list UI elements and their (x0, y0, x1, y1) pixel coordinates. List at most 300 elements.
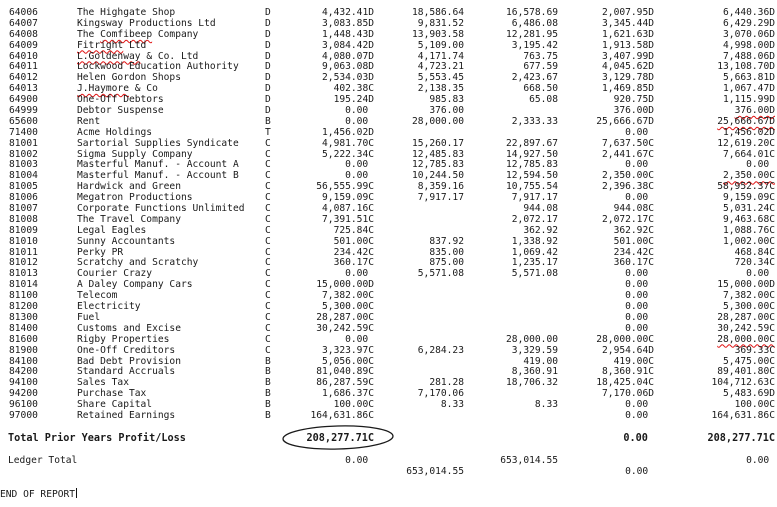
amount-c2: 8.33 (440, 399, 464, 411)
amount-c1: 5,222.34C (322, 148, 374, 160)
amount-c1: 0.00 (345, 170, 374, 182)
account-type: B (265, 377, 271, 389)
amount-c1: 3,084.42D (322, 39, 374, 51)
amount-c1: 9,159.09C (322, 192, 374, 204)
amount-c4: 2,350.00C (602, 170, 654, 182)
amount-c1: 501.00C (333, 235, 374, 247)
amount-c4: 0.00 (625, 311, 654, 323)
account-type: D (265, 7, 271, 18)
amount-c3: 1,235.17 (511, 257, 558, 269)
amount-c1: 7,391.51C (322, 213, 374, 225)
squiggle-underlined-amount: 25,666.67D (717, 115, 775, 127)
account-type: B (265, 399, 271, 411)
amount-c4: 501.00C (613, 235, 654, 247)
amount-c1: 5,056.00C (322, 355, 374, 367)
amount-c2: 4,723.21 (417, 61, 464, 73)
amount-c4: 2,072.17C (602, 213, 654, 225)
amount-c5: 28,287.00C (717, 311, 775, 323)
account-name: Purchase Tax (77, 388, 147, 400)
account-type: B (265, 355, 271, 367)
amount-c4: 0.00 (623, 433, 654, 444)
amount-c4: 234.42C (613, 246, 654, 258)
account-type: D (265, 39, 271, 51)
total-prior-years-label: Total Prior Years Profit/Loss (8, 433, 186, 444)
account-code: 81012 (9, 257, 38, 269)
amount-c5: 15,000.00D (717, 279, 775, 291)
amount-c3: 653,014.55 (500, 455, 558, 466)
amount-c5: 1,002.00C (723, 235, 775, 247)
amount-c1: 28,287.00C (316, 311, 374, 323)
account-name: Courier Crazy (77, 268, 153, 280)
amount-c2: 7,170.06 (417, 388, 464, 400)
amount-c5: 5,483.69D (723, 388, 775, 400)
amount-c5: 7,382.00C (723, 290, 775, 302)
account-name: Fitright Ltd (77, 39, 147, 51)
ledger-total-row (0, 455, 777, 466)
amount-c3: 419.00 (523, 355, 558, 367)
amount-c2: 18,586.64 (412, 7, 464, 18)
account-type: C (265, 137, 271, 149)
amount-c5: 0.00 (746, 268, 775, 280)
amount-c1: 402.38C (333, 83, 374, 95)
amount-c3: 3,329.59 (511, 344, 558, 356)
account-type: C (265, 203, 271, 215)
amount-c5: 3,070.06D (723, 28, 775, 40)
amount-c3: 668.50 (523, 83, 558, 95)
account-code: 81006 (9, 192, 38, 204)
account-code: 81011 (9, 246, 38, 258)
account-code: 64900 (9, 94, 38, 106)
total-prior-years-row (0, 433, 777, 444)
amount-c1: 0.00 (345, 105, 374, 117)
amount-c5: 6,440.36D (723, 7, 775, 18)
amount-c5: 5,663.81D (723, 72, 775, 84)
amount-c4: 0.00 (625, 409, 654, 421)
amount-c1: 15,000.00D (316, 279, 374, 291)
amount-c4: 25,666.67D (596, 115, 654, 127)
account-name: Sigma Supply Company (77, 148, 193, 160)
amount-c5: 0.00 (746, 455, 775, 466)
account-code: 97000 (9, 409, 38, 421)
amount-c4: 1,469.85D (602, 83, 654, 95)
account-code: 64013 (9, 83, 38, 95)
account-name: Perky PR (77, 246, 124, 258)
amount-c1: 164,631.86C (310, 409, 374, 421)
account-name: Sartorial Supplies Syndicate (77, 137, 239, 149)
amount-c4: 2,954.64D (602, 344, 654, 356)
account-code: 64010 (9, 50, 38, 62)
account-type: C (265, 290, 271, 302)
account-code: 81100 (9, 290, 38, 302)
account-code: 71400 (9, 126, 38, 138)
amount-c4: 3,407.99D (602, 50, 654, 62)
amount-c3: 65.08 (529, 94, 558, 106)
account-type: C (265, 235, 271, 247)
account-name: Retained Earnings (77, 409, 176, 421)
amount-c5: 58,952.37C (717, 181, 775, 193)
amount-c2: 376.00 (429, 105, 464, 117)
account-type: C (265, 344, 271, 356)
amount-c4: 419.00C (613, 355, 654, 367)
account-name: Sunny Accountants (77, 235, 176, 247)
account-type: D (265, 105, 271, 117)
account-name: Acme Holdings (77, 126, 153, 138)
amount-c5: 30,242.59C (717, 322, 775, 334)
account-type: C (265, 159, 271, 171)
account-type: D (265, 94, 271, 106)
account-code: 81900 (9, 344, 38, 356)
amount-c4: 0.00 (625, 268, 654, 280)
amount-c2: 15,260.17 (412, 137, 464, 149)
account-type: C (265, 333, 271, 345)
squiggle-underlined-amount: 2,350.00C (723, 170, 775, 182)
account-code: 81008 (9, 213, 38, 225)
ledger-total-label: Ledger Total (8, 455, 78, 466)
account-name: Lockwood Education Authority (77, 61, 239, 73)
amount-c3: 3,195.42 (511, 39, 558, 51)
amount-c1: 1,686.37C (322, 388, 374, 400)
amount-c1: 81,040.89C (316, 366, 374, 378)
amount-c5: 1,115.99D (723, 94, 775, 106)
account-name: Standard Accruals (77, 366, 176, 378)
amount-c1: 208,277.71C (306, 433, 374, 444)
amount-c2: 5,109.00 (417, 39, 464, 51)
amount-c5: 6,429.29D (723, 17, 775, 29)
amount-c1: 0.00 (345, 159, 374, 171)
amount-c3: 362.92 (523, 224, 558, 236)
account-type: C (265, 192, 271, 204)
account-code: 94100 (9, 377, 38, 389)
amount-c5: 7,664.01C (723, 148, 775, 160)
ledger-row (0, 346, 777, 357)
amount-c4: 0.00 (625, 399, 654, 411)
amount-c3: 12,281.95 (506, 28, 558, 40)
amount-c4: 3,129.78D (602, 72, 654, 84)
ledger-row (0, 237, 777, 248)
account-type: B (265, 388, 271, 400)
amount-c2: 12,785.83 (412, 159, 464, 171)
account-type: C (265, 170, 271, 182)
amount-c4: 0.00 (625, 159, 654, 171)
amount-c5 (650, 335, 775, 346)
amount-c4: 7,170.06D (602, 388, 654, 400)
squiggle-underlined-word: L.Goldenway (77, 50, 141, 62)
ledger-row (0, 106, 777, 117)
amount-c1: 195.24D (333, 94, 374, 106)
amount-c2: 12,485.83 (412, 148, 464, 160)
amount-c3: 944.08 (523, 203, 558, 215)
account-type: D (265, 17, 271, 29)
account-code: 81001 (9, 137, 38, 149)
amount-c5: 164,631.86C (711, 409, 775, 421)
amount-c1: 100.00C (333, 399, 374, 411)
account-name: The Highgate Shop (77, 7, 176, 18)
squiggle-underlined-amount: 376.00D (734, 105, 775, 117)
amount-c3: 677.59 (523, 61, 558, 73)
account-type: C (265, 322, 271, 334)
account-name: Customs and Excise (77, 322, 181, 334)
end-of-report-row (0, 488, 777, 499)
account-code: 64009 (9, 39, 38, 51)
amount-c5: 12,619.20C (717, 137, 775, 149)
amount-c3: 763.75 (523, 50, 558, 62)
amount-c4: 3,345.44D (602, 17, 654, 29)
amount-c4: 2,441.67C (602, 148, 654, 160)
amount-c4: 0.00 (625, 192, 654, 204)
amount-c1: 3,083.85D (322, 17, 374, 29)
amount-c1: 86,287.59C (316, 377, 374, 389)
amount-c4: 0.00 (625, 126, 654, 138)
account-type: C (265, 279, 271, 291)
amount-c3: 12,785.83 (506, 159, 558, 171)
account-type: C (265, 224, 271, 236)
amount-c1: 2,534.03D (322, 72, 374, 84)
squiggle-underlined-amount: 28,000.00C (717, 333, 775, 345)
account-type: C (265, 148, 271, 160)
amount-c5: 9,159.09C (723, 192, 775, 204)
amount-c4: 0.00 (625, 279, 654, 291)
account-code: 81007 (9, 203, 38, 215)
amount-c5: 89,401.80C (717, 366, 775, 378)
amount-c1: 4,432.41D (322, 7, 374, 18)
account-code: 81200 (9, 301, 38, 313)
amount-c2: 6,284.23 (417, 344, 464, 356)
account-code: 84100 (9, 355, 38, 367)
account-name: Fuel (77, 311, 101, 323)
amount-c3: 16,578.69 (506, 7, 558, 18)
amount-c5: 369.33C (734, 344, 775, 356)
amount-c5: 1,088.76C (723, 224, 775, 236)
amount-c2: 8,359.16 (417, 181, 464, 193)
amount-c1: 4,080.07D (322, 50, 374, 62)
amount-c5: 1,067.47D (723, 83, 775, 95)
ledger-row (0, 335, 777, 346)
amount-c4: 362.92C (613, 224, 654, 236)
account-type: C (265, 213, 271, 225)
amount-c4: 7,637.50C (602, 137, 654, 149)
account-name: Sales Tax (77, 377, 129, 389)
account-type: C (265, 301, 271, 313)
account-code: 81002 (9, 148, 38, 160)
amount-c5: 104,712.63C (711, 377, 775, 389)
amount-c3: 28,000.00 (506, 333, 558, 345)
amount-c5: 208,277.71C (707, 433, 775, 444)
amount-c5: 13,108.70D (717, 61, 775, 73)
amount-c1: 4,981.70C (322, 137, 374, 149)
account-code: 81005 (9, 181, 38, 193)
amount-c1: 30,242.59C (316, 322, 374, 334)
amount-c5: 4,998.00D (723, 39, 775, 51)
account-code: 64012 (9, 72, 38, 84)
account-name: Megatron Productions (77, 192, 193, 204)
amount-c3: 7,917.17 (511, 192, 558, 204)
amount-c2: 10,244.50 (412, 170, 464, 182)
account-type: D (265, 83, 271, 95)
account-name: Rent (77, 115, 101, 127)
amount-c4: 18,425.04C (596, 377, 654, 389)
amount-c4: 2,396.38C (602, 181, 654, 193)
amount-c1: 1,448.43D (322, 28, 374, 40)
amount-c4: 1,621.63D (602, 28, 654, 40)
account-name: Helen Gordon Shops (77, 72, 181, 84)
account-name: One-Off Debtors (77, 94, 164, 106)
account-name: L.Goldenway & Co. Ltd (77, 50, 199, 62)
amount-c5: 720.34C (734, 257, 775, 269)
amount-c4: 1,913.58D (602, 39, 654, 51)
amount-c2: 835.00 (429, 246, 464, 258)
ledger-row (0, 411, 777, 422)
account-name: A Daley Company Cars (77, 279, 193, 291)
amount-c4: 0.00 (625, 290, 654, 302)
amount-c5: 5,031.24C (723, 203, 775, 215)
amount-c4: 0.00 (625, 301, 654, 313)
account-code: 65600 (9, 115, 38, 127)
amount-c1: 3,323.97C (322, 344, 374, 356)
amount-c5: 100.00C (734, 399, 775, 411)
account-code: 81300 (9, 311, 38, 323)
amount-c2: 13,903.58 (412, 28, 464, 40)
account-type: C (265, 311, 271, 323)
account-name: Rigby Properties (77, 333, 170, 345)
squiggle-underlined-word: Fitright (77, 39, 124, 51)
amount-c2: 837.92 (429, 235, 464, 247)
amount-c4: 376.00D (613, 105, 654, 117)
account-name: Hardwick and Green (77, 181, 181, 193)
amount-c1: 7,382.00C (322, 290, 374, 302)
text-cursor (76, 488, 77, 498)
amount-c3: 14,927.50 (506, 148, 558, 160)
account-name: Scratchy and Scratchy (77, 257, 199, 269)
amount-c2: 985.83 (429, 94, 464, 106)
account-code: 64007 (9, 17, 38, 29)
account-name: The Travel Company (77, 213, 181, 225)
account-name: Debtor Suspense (77, 105, 164, 117)
amount-c4: 0.00 (625, 322, 654, 334)
account-type: C (265, 257, 271, 269)
amount-c2: 4,171.74 (417, 50, 464, 62)
account-code: 81004 (9, 170, 38, 182)
account-name: Masterful Manuf. - Account A (77, 159, 239, 171)
ledger-rows (0, 8, 777, 422)
account-code: 81600 (9, 333, 38, 345)
account-name: J.Haymore & Co (77, 83, 158, 95)
account-type: C (265, 181, 271, 193)
account-code: 81009 (9, 224, 38, 236)
amount-c5: 468.84C (734, 246, 775, 258)
amount-c5: 5,300.00C (723, 301, 775, 313)
account-type: D (265, 72, 271, 84)
amount-c2: 7,917.17 (417, 192, 464, 204)
amount-c5: 1,456.02D (723, 126, 775, 138)
end-of-report-text: END OF REPORT (0, 489, 76, 500)
amount-c3: 8,360.91 (511, 366, 558, 378)
ledger-row (0, 302, 777, 313)
amount-c2: 875.00 (429, 257, 464, 269)
account-type: D (265, 50, 271, 62)
account-type: B (265, 366, 271, 378)
amount-c2: 5,553.45 (417, 72, 464, 84)
amount-c4: 28,000.00C (596, 333, 654, 345)
amount-c3: 18,706.32 (506, 377, 558, 389)
account-type: C (265, 246, 271, 258)
account-code: 81014 (9, 279, 38, 291)
account-code: 81010 (9, 235, 38, 247)
account-code: 84200 (9, 366, 38, 378)
amount-c1: 0.00 (345, 455, 374, 466)
amount-c3: 2,423.67 (511, 72, 558, 84)
account-type: B (265, 409, 271, 421)
ledger-total-row-2 (0, 466, 777, 477)
account-code: 81013 (9, 268, 38, 280)
account-code: 81003 (9, 159, 38, 171)
amount-c1: 56,555.99C (316, 181, 374, 193)
account-type: T (265, 126, 271, 138)
amount-c3: 1,069.42 (511, 246, 558, 258)
amount-c2: 2,138.35 (417, 83, 464, 95)
amount-c4: 944.08C (613, 203, 654, 215)
amount-c3: 22,897.67 (506, 137, 558, 149)
amount-c2: 9,831.52 (417, 17, 464, 29)
amount-c3: 1,338.92 (511, 235, 558, 247)
account-name: One-Off Creditors (77, 344, 176, 356)
squiggle-underlined-word: Comfibeep (100, 28, 153, 40)
amount-c4: 360.17C (613, 257, 654, 269)
account-code: 64999 (9, 105, 38, 117)
account-name: The Comfibeep Company (77, 28, 199, 40)
amount-c1: 0.00 (345, 268, 374, 280)
account-name: Share Capital (77, 399, 153, 411)
amount-c4: 920.75D (613, 94, 654, 106)
amount-c1: 5,300.00C (322, 301, 374, 313)
account-name: Electricity (77, 301, 141, 313)
amount-c1: 9,063.08D (322, 61, 374, 73)
account-code: 64008 (9, 28, 38, 40)
account-type: C (265, 268, 271, 280)
amount-c1: 234.42C (333, 246, 374, 258)
account-name: Kingsway Productions Ltd (77, 17, 216, 29)
account-type: D (265, 61, 271, 73)
amount-c2: 28,000.00 (412, 115, 464, 127)
amount-c1: 360.17C (333, 257, 374, 269)
amount-c3: 10,755.54 (506, 181, 558, 193)
amount-c1: 0.00 (345, 115, 374, 127)
ledger-row (0, 139, 777, 150)
amount-c4: 0.00 (625, 466, 654, 477)
amount-c2: 5,571.08 (417, 268, 464, 280)
amount-c5: 5,475.00C (723, 355, 775, 367)
amount-c1: 725.84C (333, 224, 374, 236)
amount-c3: 12,594.50 (506, 170, 558, 182)
account-code: 64011 (9, 61, 38, 73)
amount-c3: 6,486.08 (511, 17, 558, 29)
amount-c1: 4,087.16C (322, 203, 374, 215)
amount-c3: 2,072.17 (511, 213, 558, 225)
account-code: 64006 (9, 7, 38, 18)
account-name: Masterful Manuf. - Account B (77, 170, 239, 182)
account-type: D (265, 28, 271, 40)
amount-c3: 5,571.08 (511, 268, 558, 280)
account-name: Legal Eagles (77, 224, 147, 236)
amount-c5: 9,463.68C (723, 213, 775, 225)
amount-c4: 2,007.95D (602, 7, 654, 18)
account-name: Bad Debt Provision (77, 355, 181, 367)
account-code: 94200 (9, 388, 38, 400)
account-code: 96100 (9, 399, 38, 411)
account-code: 81400 (9, 322, 38, 334)
amount-c1: 0.00 (345, 333, 374, 345)
amount-c2: 281.28 (429, 377, 464, 389)
amount-c3: 8.33 (534, 399, 558, 411)
